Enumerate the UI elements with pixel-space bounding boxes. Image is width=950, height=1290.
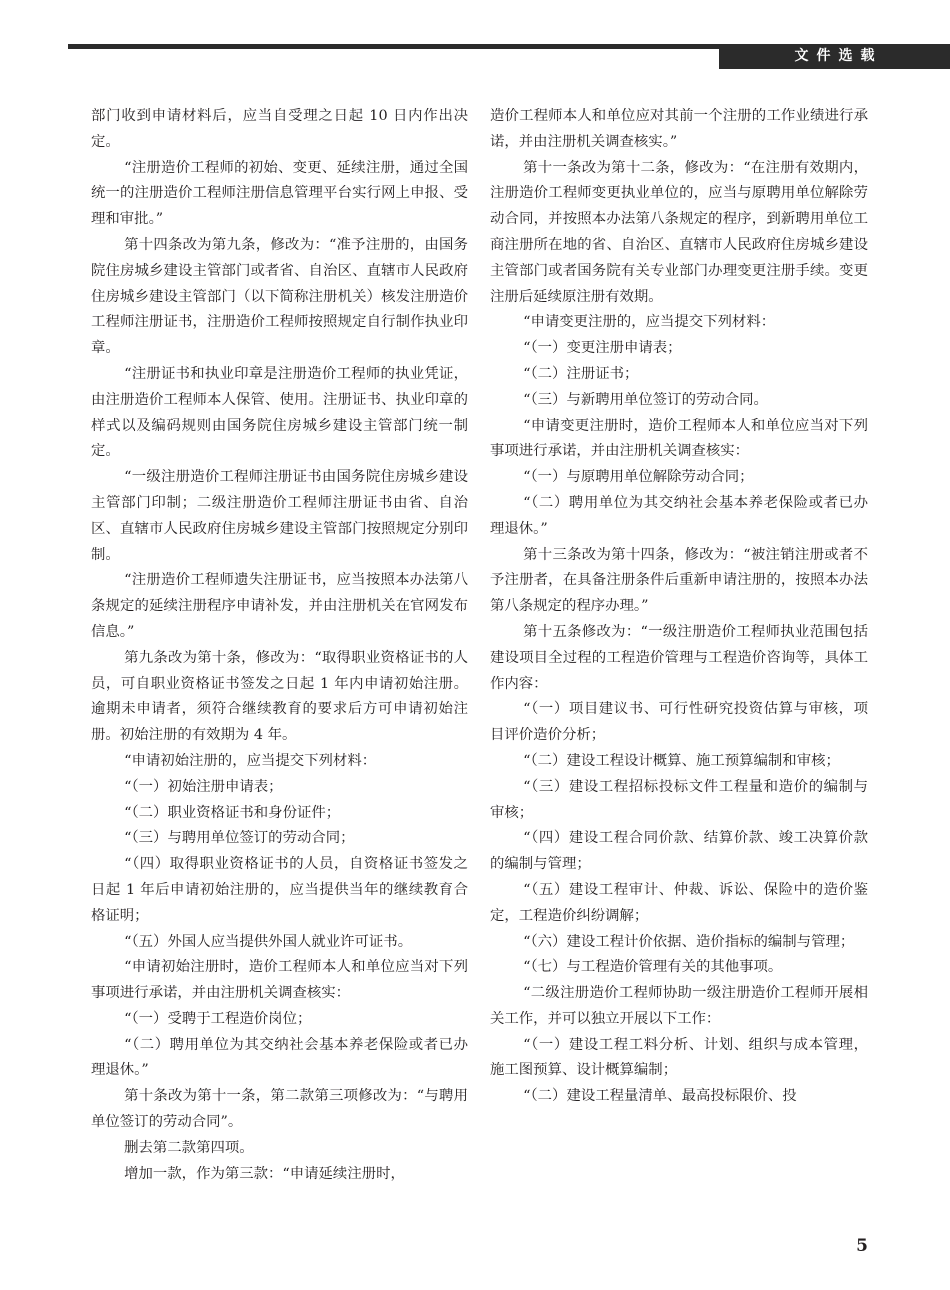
paragraph: “（一）建设工程工料分析、计划、组织与成本管理，施工图预算、设计概算编制；	[490, 1036, 868, 1079]
paragraph: “二级注册造价工程师协助一级注册造价工程师开展相关工作，并可以独立开展以下工作：	[490, 985, 868, 1027]
paragraph: “申请变更注册时，造价工程师本人和单位应当对下列事项进行承诺，并由注册机关调查核实：	[490, 417, 868, 460]
paragraph: 第十条改为第十一条，第二款第三项修改为：“与聘用单位签订的劳动合同”。	[91, 1088, 468, 1131]
paragraph: “（一）初始注册申请表；	[124, 778, 283, 795]
paragraph: 第十三条改为第十四条，修改为：“被注销注册或者不予注册者，在具备注册条件后重新申请注册的，按照本办法第八条规定的程序办理。”	[490, 546, 868, 615]
paragraph: 第十五条修改为：“一级注册造价工程师执业范围包括建设项目全过程的工程造价管理与工程造价咨询等，具体工作内容：	[490, 623, 868, 692]
paragraph: “（六）建设工程计价依据、造价指标的编制与管理；	[523, 933, 855, 950]
paragraph: “一级注册造价工程师注册证书由国务院住房城乡建设主管部门印制；二级注册造价工程师注册证书由省、自治区、直辖市人民政府住房城乡建设主管部门按照规定分别印制。	[91, 469, 468, 563]
paragraph: “（三）与新聘用单位签订的劳动合同。	[523, 391, 768, 408]
paragraph: “（三）与聘用单位签订的劳动合同；	[124, 830, 355, 847]
paragraph: “注册造价工程师的初始、变更、延续注册，通过全国统一的注册造价工程师注册信息管理平台实行网上申报、受理和审批。”	[91, 159, 468, 228]
paragraph: “（五）外国人应当提供外国人就业许可证书。	[124, 933, 413, 950]
paragraph: “申请初始注册时，造价工程师本人和单位应当对下列事项进行承诺，并由注册机关调查核实：	[91, 959, 468, 1002]
paragraph: “（一）变更注册申请表；	[523, 340, 682, 357]
paragraph: 第十一条改为第十二条，修改为：“在注册有效期内，注册造价工程师变更执业单位的，应当与原聘用单位解除劳动合同，并按照本办法第八条规定的程序，到新聘用单位工商注册所在地的省、自治区、直辖市人民政府住房城乡建设主管部门或者国务院有关专业部门办理变更注册手续。变更注册后延续原注册有效期。	[490, 159, 868, 305]
paragraph: 部门收到申请材料后，应当自受理之日起 10 日内作出决定。	[91, 108, 468, 150]
paragraph: “（二）建设工程量清单、最高投标限价、投	[523, 1088, 797, 1105]
paragraph: “（七）与工程造价管理有关的其他事项。	[523, 959, 783, 976]
paragraph: “（四）建设工程合同价款、结算价款、竣工决算价款的编制与管理；	[490, 830, 868, 873]
paragraph: “（三）建设工程招标投标文件工程量和造价的编制与审核；	[490, 778, 868, 821]
paragraph: 增加一款，作为第三款：“申请延续注册时，	[124, 1165, 405, 1182]
left-column	[91, 104, 468, 1187]
paragraph: “（二）注册证书；	[523, 365, 639, 382]
paragraph: “申请初始注册的，应当提交下列材料：	[124, 752, 377, 769]
paragraph: “（二）建设工程设计概算、施工预算编制和审核；	[523, 752, 840, 769]
paragraph: “申请变更注册的，应当提交下列材料：	[523, 314, 776, 331]
paragraph: 造价工程师本人和单位应对其前一个注册的工作业绩进行承诺，并由注册机关调查核实。”	[490, 108, 868, 150]
section-title: 文件选载	[719, 44, 950, 69]
paragraph: “（二）职业资格证书和身份证件；	[124, 804, 341, 821]
paragraph: “（二）聘用单位为其交纳社会基本养老保险或者已办理退休。”	[91, 1036, 468, 1079]
paragraph: “（四）取得职业资格证书的人员，自资格证书签发之日起 1 年后申请初始注册的，应当提供当年的继续教育合格证明；	[91, 856, 468, 924]
paragraph: 第十四条改为第九条，修改为：“准予注册的，由国务院住房城乡建设主管部门或者省、自治区、直辖市人民政府住房城乡建设主管部门（以下简称注册机关）核发注册造价工程师注册证书，注册造价工程师按照规定自行制作执业印章。	[91, 236, 468, 357]
paragraph: “注册证书和执业印章是注册造价工程师的执业凭证，由注册造价工程师本人保管、使用。注册证书、执业印章的样式以及编码规则由国务院住房城乡建设主管部门统一制定。	[91, 365, 468, 460]
paragraph: “（五）建设工程审计、仲裁、诉讼、保险中的造价鉴定，工程造价纠纷调解；	[490, 881, 868, 924]
page-number: 5	[856, 1236, 868, 1256]
paragraph: “（二）聘用单位为其交纳社会基本养老保险或者已办理退休。”	[490, 494, 868, 537]
paragraph: “（一）项目建议书、可行性研究投资估算与审核，项目评价造价分析；	[490, 701, 868, 744]
paragraph: “注册造价工程师遗失注册证书，应当按照本办法第八条规定的延续注册程序申请补发，并由注册机关在官网发布信息。”	[91, 572, 468, 640]
paragraph: “（一）与原聘用单位解除劳动合同；	[523, 469, 754, 486]
paragraph: 第九条改为第十条，修改为：“取得职业资格证书的人员，可自职业资格证书签发之日起 1 年内申请初始注册。逾期未申请者，须符合继续教育的要求后方可申请初始注册。初始注册的有效期为 4 年。	[91, 649, 468, 744]
paragraph: “（一）受聘于工程造价岗位；	[124, 1010, 312, 1027]
paragraph: 删去第二款第四项。	[124, 1139, 254, 1156]
right-column	[490, 104, 868, 1110]
